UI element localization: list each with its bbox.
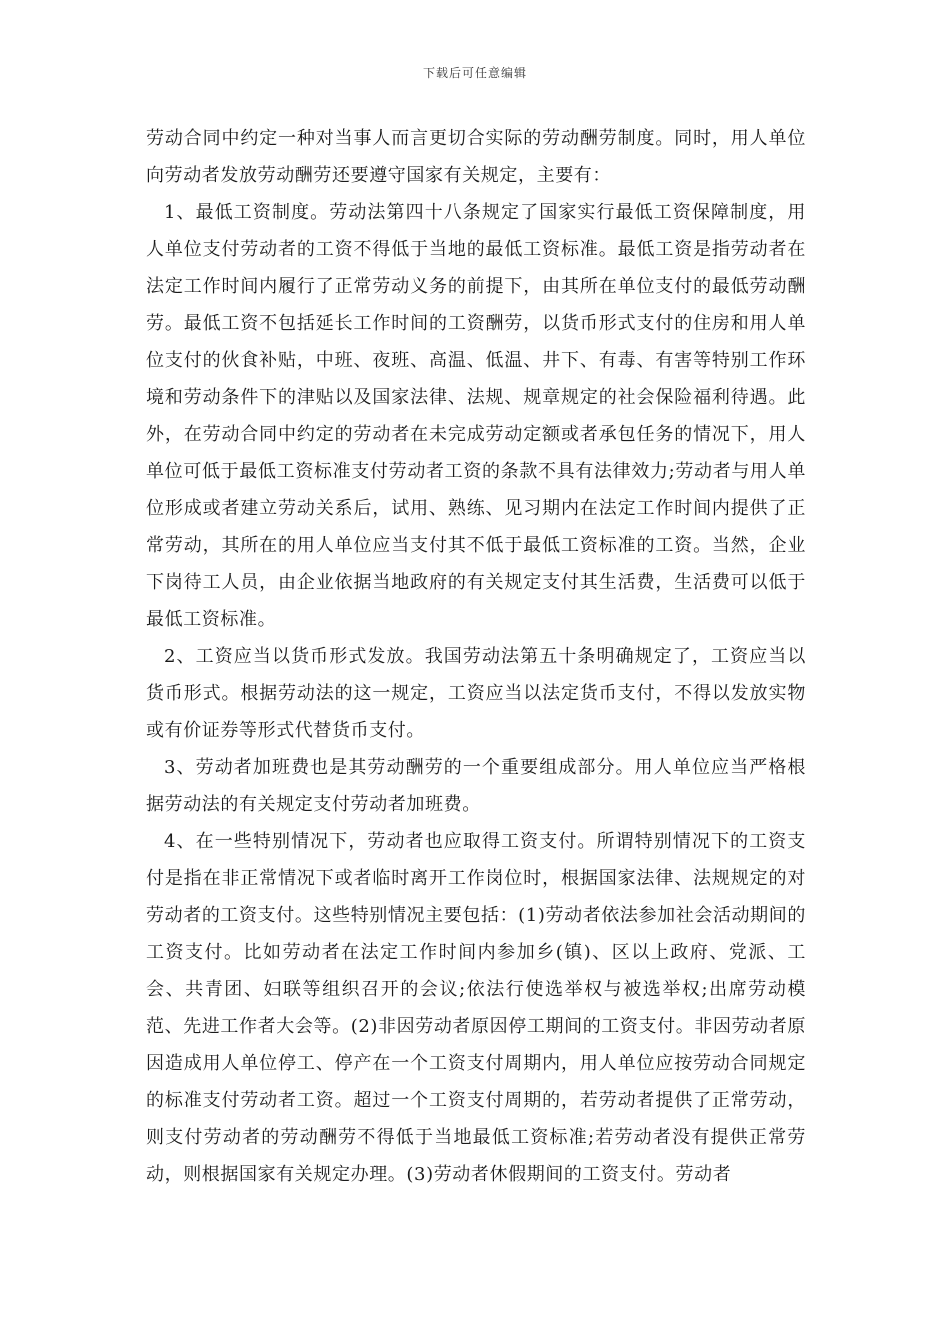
page-header: 下载后可任意编辑 xyxy=(422,66,527,80)
paragraph-special-circumstances: 4、在一些特别情况下，劳动者也应取得工资支付。所谓特别情况下的工资支付是指在非正常情况下或者临时离开工作岗位时，根据国家法律、法规规定的对劳动者的工资支付。这些特别情况主要包括：(1)劳动者依法参加社会活动期间的工资支付。比如劳动者在法定工作时间内参加乡(镇)、区以上政府、党派、工会、共青团、妇联等组织召开的会议;依法行使选举权与被选举权;出席劳动模范、先进工作者大会等。(2)非因劳动者原因停工期间的工资支付。非因劳动者原因造成用人单位停工、停产在一个工资支付周期内，用人单位应按劳动合同规定的标准支付劳动者工资。超过一个工资支付周期的，若劳动者提供了正常劳动，则支付劳动者的劳动酬劳不得低于当地最低工资标准;若劳动者没有提供正常劳动，则根据国家有关规定办理。(3)劳动者休假期间的工资支付。劳动者 xyxy=(146,831,807,1185)
paragraph-currency-payment: 2、工资应当以货币形式发放。我国劳动法第五十条明确规定了，工资应当以货币形式。根据劳动法的这一规定，工资应当以法定货币支付，不得以发放实物或有价证券等形式代替货币支付。 xyxy=(146,646,806,741)
paragraph-minimum-wage: 1、最低工资制度。劳动法第四十八条规定了国家实行最低工资保障制度，用人单位支付劳动者的工资不得低于当地的最低工资标准。最低工资是指劳动者在法定工作时间内履行了正常劳动义务的前提下，由其所在单位支付的最低劳动酬劳。最低工资不包括延长工作时间的工资酬劳，以货币形式支付的住房和用人单位支付的伙食补贴，中班、夜班、高温、低温、井下、有毒、有害等特别工作环境和劳动条件下的津贴以及国家法律、法规、规章规定的社会保险福利待遇。此外，在劳动合同中约定的劳动者在未完成劳动定额或者承包任务的情况下，用人单位可低于最低工资标准支付劳动者工资的条款不具有法律效力;劳动者与用人单位形成或者建立劳动关系后，试用、熟练、见习期内在法定工作时间内提供了正常劳动，其所在的用人单位应当支付其不低于最低工资标准的工资。当然，企业下岗待工人员，由企业依据当地政府的有关规定支付其生活费，生活费可以低于最低工资标准。 xyxy=(146,202,806,630)
paragraph-intro: 劳动合同中约定一种对当事人而言更切合实际的劳动酬劳制度。同时，用人单位向劳动者发放劳动酬劳还要遵守国家有关规定，主要有： xyxy=(146,128,806,186)
paragraph-overtime-pay: 3、劳动者加班费也是其劳动酬劳的一个重要组成部分。用人单位应当严格根据劳动法的有关规定支付劳动者加班费。 xyxy=(146,757,806,815)
document-body xyxy=(146,120,806,1193)
